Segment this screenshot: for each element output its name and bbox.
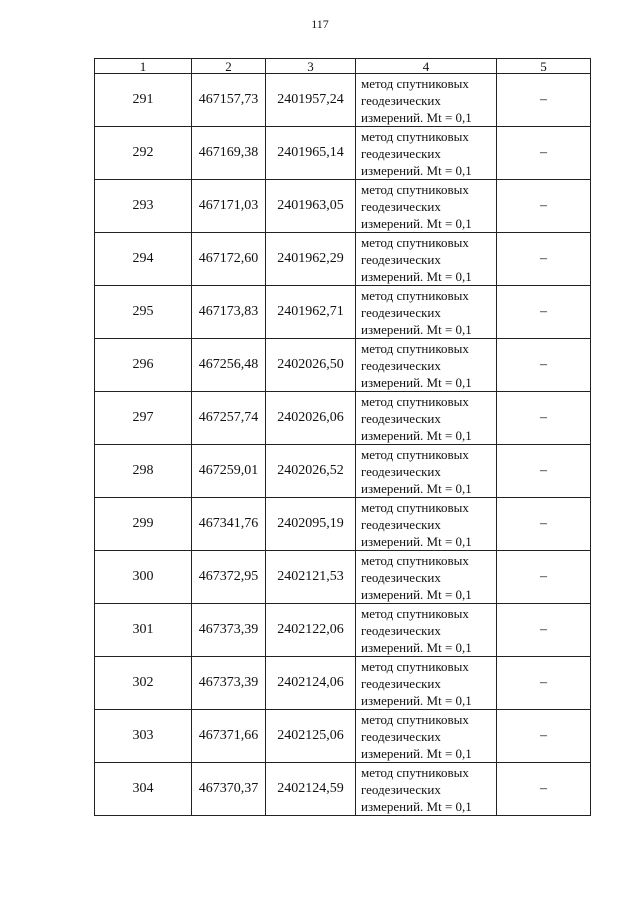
column-header: 3 (266, 59, 356, 74)
y-coordinate-cell: 2402125,06 (266, 710, 356, 763)
note-cell: – (497, 657, 591, 710)
note-cell: – (497, 445, 591, 498)
y-coordinate-cell: 2402026,06 (266, 392, 356, 445)
method-cell (356, 710, 497, 763)
method-text-line: геодезических (361, 675, 441, 691)
point-number-cell: 295 (95, 286, 192, 339)
method-text-line: метод спутниковых (361, 764, 469, 780)
y-coordinate-cell: 2402026,50 (266, 339, 356, 392)
table-row (95, 551, 591, 604)
method-text-line: измерений. Mt = 0,1 (361, 692, 472, 708)
method-cell (356, 657, 497, 710)
y-coordinate-cell: 2402122,06 (266, 604, 356, 657)
note-cell: – (497, 551, 591, 604)
note-cell: – (497, 392, 591, 445)
note-cell: – (497, 710, 591, 763)
method-cell (356, 551, 497, 604)
method-cell (356, 233, 497, 286)
table-body (95, 59, 591, 816)
table-row (95, 710, 591, 763)
method-text-line: измерений. Mt = 0,1 (361, 639, 472, 655)
column-header: 1 (95, 59, 192, 74)
note-cell: – (497, 763, 591, 816)
method-text-line: измерений. Mt = 0,1 (361, 374, 472, 390)
x-coordinate-cell: 467257,74 (192, 392, 266, 445)
y-coordinate-cell: 2402124,59 (266, 763, 356, 816)
table-row (95, 445, 591, 498)
table-row (95, 392, 591, 445)
method-text-line: геодезических (361, 251, 441, 267)
point-number-cell: 301 (95, 604, 192, 657)
x-coordinate-cell: 467371,66 (192, 710, 266, 763)
method-text-line: измерений. Mt = 0,1 (361, 215, 472, 231)
y-coordinate-cell: 2402124,06 (266, 657, 356, 710)
point-number-cell: 304 (95, 763, 192, 816)
column-header: 5 (497, 59, 591, 74)
method-text-line: измерений. Mt = 0,1 (361, 745, 472, 761)
method-text-line: измерений. Mt = 0,1 (361, 586, 472, 602)
note-cell: – (497, 604, 591, 657)
note-cell: – (497, 498, 591, 551)
table-row (95, 74, 591, 127)
method-cell (356, 763, 497, 816)
column-header: 4 (356, 59, 497, 74)
x-coordinate-cell: 467372,95 (192, 551, 266, 604)
point-number-cell: 300 (95, 551, 192, 604)
table-row (95, 604, 591, 657)
point-number-cell: 294 (95, 233, 192, 286)
x-coordinate-cell: 467370,37 (192, 763, 266, 816)
y-coordinate-cell: 2402095,19 (266, 498, 356, 551)
note-cell: – (497, 74, 591, 127)
method-text-line: геодезических (361, 516, 441, 532)
method-text-line: геодезических (361, 728, 441, 744)
method-cell (356, 392, 497, 445)
x-coordinate-cell: 467259,01 (192, 445, 266, 498)
method-text-line: геодезических (361, 198, 441, 214)
method-text-line: измерений. Mt = 0,1 (361, 798, 472, 814)
method-text-line: геодезических (361, 781, 441, 797)
coordinates-table (94, 58, 591, 816)
method-text-line: метод спутниковых (361, 605, 469, 621)
note-cell: – (497, 286, 591, 339)
note-cell: – (497, 233, 591, 286)
method-text-line: метод спутниковых (361, 552, 469, 568)
y-coordinate-cell: 2401965,14 (266, 127, 356, 180)
table-row (95, 657, 591, 710)
table-header-row (95, 59, 591, 74)
point-number-cell: 292 (95, 127, 192, 180)
method-cell (356, 498, 497, 551)
method-text-line: метод спутниковых (361, 75, 469, 91)
method-text-line: метод спутниковых (361, 181, 469, 197)
method-text-line: метод спутниковых (361, 234, 469, 250)
table-row (95, 763, 591, 816)
method-cell (356, 180, 497, 233)
point-number-cell: 299 (95, 498, 192, 551)
point-number-cell: 303 (95, 710, 192, 763)
method-text-line: геодезических (361, 569, 441, 585)
method-text-line: метод спутниковых (361, 287, 469, 303)
table-row (95, 498, 591, 551)
method-text-line: измерений. Mt = 0,1 (361, 268, 472, 284)
method-text-line: геодезических (361, 622, 441, 638)
y-coordinate-cell: 2402026,52 (266, 445, 356, 498)
point-number-cell: 297 (95, 392, 192, 445)
method-cell (356, 127, 497, 180)
page-number: 117 (311, 17, 329, 31)
y-coordinate-cell: 2401963,05 (266, 180, 356, 233)
column-header: 2 (192, 59, 266, 74)
y-coordinate-cell: 2401962,29 (266, 233, 356, 286)
method-cell (356, 445, 497, 498)
note-cell: – (497, 180, 591, 233)
method-text-line: измерений. Mt = 0,1 (361, 321, 472, 337)
method-cell (356, 339, 497, 392)
method-text-line: геодезических (361, 410, 441, 426)
method-text-line: метод спутниковых (361, 711, 469, 727)
method-text-line: геодезических (361, 304, 441, 320)
table-row (95, 339, 591, 392)
x-coordinate-cell: 467373,39 (192, 657, 266, 710)
method-text-line: геодезических (361, 145, 441, 161)
method-text-line: метод спутниковых (361, 499, 469, 515)
note-cell: – (497, 127, 591, 180)
method-text-line: измерений. Mt = 0,1 (361, 109, 472, 125)
method-text-line: метод спутниковых (361, 658, 469, 674)
point-number-cell: 293 (95, 180, 192, 233)
y-coordinate-cell: 2401962,71 (266, 286, 356, 339)
method-cell (356, 286, 497, 339)
method-text-line: измерений. Mt = 0,1 (361, 533, 472, 549)
method-text-line: измерений. Mt = 0,1 (361, 162, 472, 178)
note-cell: – (497, 339, 591, 392)
x-coordinate-cell: 467373,39 (192, 604, 266, 657)
method-text-line: метод спутниковых (361, 446, 469, 462)
table-row (95, 233, 591, 286)
method-cell (356, 74, 497, 127)
method-text-line: измерений. Mt = 0,1 (361, 480, 472, 496)
method-text-line: метод спутниковых (361, 340, 469, 356)
table-row (95, 127, 591, 180)
point-number-cell: 296 (95, 339, 192, 392)
method-text-line: измерений. Mt = 0,1 (361, 427, 472, 443)
point-number-cell: 302 (95, 657, 192, 710)
method-text-line: геодезических (361, 463, 441, 479)
table-row (95, 180, 591, 233)
method-text-line: метод спутниковых (361, 393, 469, 409)
method-text-line: геодезических (361, 357, 441, 373)
method-text-line: геодезических (361, 92, 441, 108)
method-cell (356, 604, 497, 657)
table-row (95, 286, 591, 339)
x-coordinate-cell: 467171,03 (192, 180, 266, 233)
x-coordinate-cell: 467173,83 (192, 286, 266, 339)
point-number-cell: 291 (95, 74, 192, 127)
x-coordinate-cell: 467157,73 (192, 74, 266, 127)
x-coordinate-cell: 467341,76 (192, 498, 266, 551)
method-text-line: метод спутниковых (361, 128, 469, 144)
x-coordinate-cell: 467169,38 (192, 127, 266, 180)
point-number-cell: 298 (95, 445, 192, 498)
x-coordinate-cell: 467172,60 (192, 233, 266, 286)
y-coordinate-cell: 2401957,24 (266, 74, 356, 127)
x-coordinate-cell: 467256,48 (192, 339, 266, 392)
y-coordinate-cell: 2402121,53 (266, 551, 356, 604)
